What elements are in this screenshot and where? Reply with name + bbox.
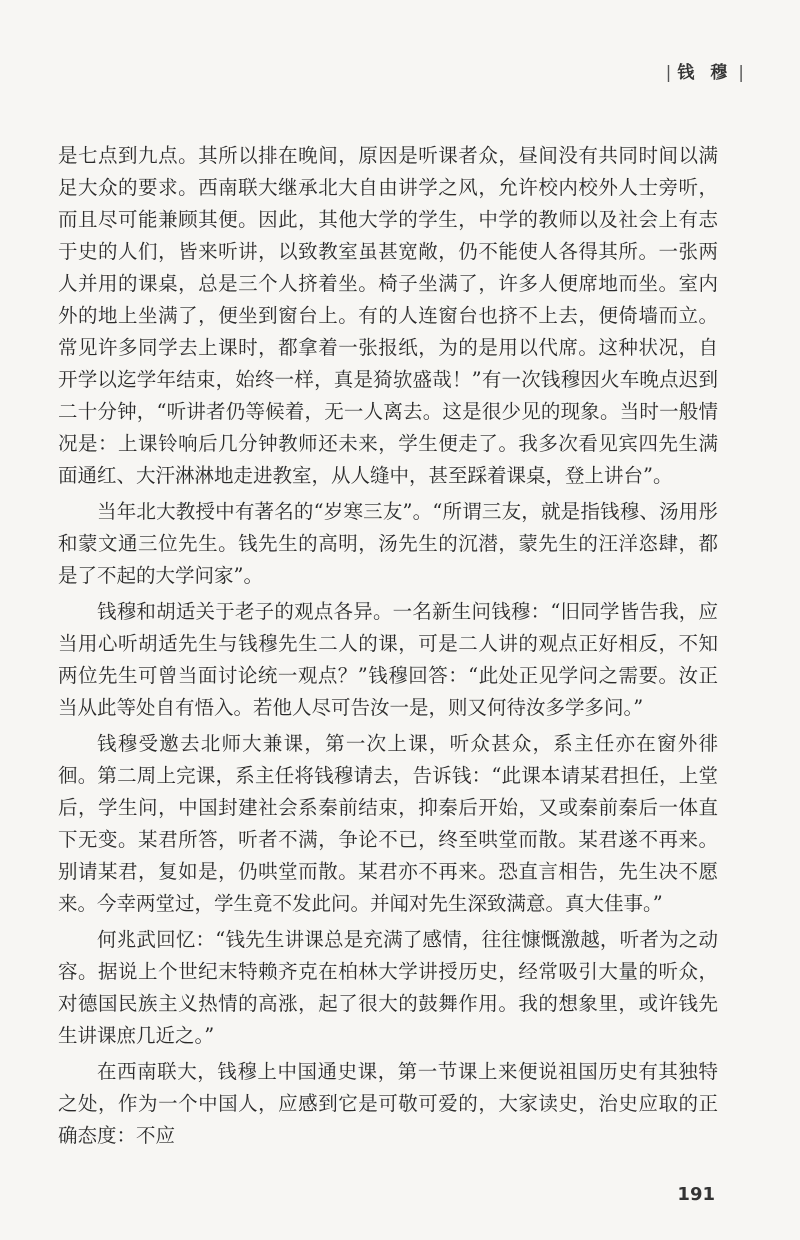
page-number: 191 bbox=[677, 1184, 715, 1205]
header-title: 钱 穆 bbox=[677, 63, 733, 83]
running-header bbox=[660, 58, 750, 83]
paragraph: 钱穆和胡适关于老子的观点各异。一名新生问钱穆：“旧同学皆告我，应当用心听胡适先生与钱穆先生二人的课，可是二人讲的观点正好相反，不知两位先生可曾当面讨论统一观点？”钱穆回答：“此处正见学问之需要。汝正当从此等处自有悟入。若他人尽可告汝一是，则又何待汝多学多问。” bbox=[58, 600, 718, 719]
header-divider-left: | bbox=[665, 63, 672, 83]
paragraph: 当年北大教授中有著名的“岁寒三友”。“所谓三友，就是指钱穆、汤用彤和蒙文通三位先生。钱先生的高明，汤先生的沉潜，蒙先生的汪洋恣肆，都是了不起的大学问家”。 bbox=[58, 500, 718, 587]
paragraph: 钱穆受邀去北师大兼课，第一次上课，听众甚众，系主任亦在窗外徘徊。第二周上完课，系主任将钱穆请去，告诉钱：“此课本请某君担任，上堂后，学生问，中国封建社会系秦前结束，抑秦后开始，又或秦前秦后一体直下无变。某君所答，听者不满，争论不已，终至哄堂而散。某君遂不再来。别请某君，复如是，仍哄堂而散。某君亦不再来。恐直言相告，先生决不愿来。今幸两堂过，学生竟不发此问。并闻对先生深致满意。真大佳事。” bbox=[58, 732, 718, 915]
paragraph: 何兆武回忆：“钱先生讲课总是充满了感情，往往慷慨激越，听者为之动容。据说上个世纪末特赖齐克在柏林大学讲授历史，经常吸引大量的听众，对德国民族主义热情的高涨，起了很大的鼓舞作用。我的想象里，或许钱先生讲课庶几近之。” bbox=[58, 928, 718, 1047]
paragraph-continued: 是七点到九点。其所以排在晚间，原因是听课者众，昼间没有共同时间以满足大众的要求。西南联大继承北大自由讲学之风，允许校内校外人士旁听，而且尽可能兼顾其便。因此，其他大学的学生，中学的教师以及社会上有志于史的人们，皆来听讲，以致教室虽甚宽敞，仍不能使人各得其所。一张两人并用的课桌，总是三个人挤着坐。椅子坐满了，许多人便席地而坐。室内外的地上坐满了，便坐到窗台上。有的人连窗台也挤不上去，便倚墙而立。常见许多同学去上课时，都拿着一张报纸，为的是用以代席。这种状况，自开学以迄学年结束，始终一样，真是猗欤盛哉！”有一次钱穆因火车晚点迟到二十分钟，“听讲者仍等候着，无一人离去。这是很少见的现象。当时一般情况是：上课铃响后几分钟教师还未来，学生便走了。我多次看见宾四先生满面通红、大汗淋淋地走进教室，从人缝中，甚至踩着课桌，登上讲台”。 bbox=[58, 144, 718, 487]
header-divider-right: | bbox=[738, 63, 744, 83]
page-body bbox=[58, 140, 718, 1152]
paragraph: 在西南联大，钱穆上中国通史课，第一节课上来便说祖国历史有其独特之处，作为一个中国人，应感到它是可敬可爱的，大家读史，治史应取的正确态度：不应 bbox=[58, 1060, 718, 1147]
